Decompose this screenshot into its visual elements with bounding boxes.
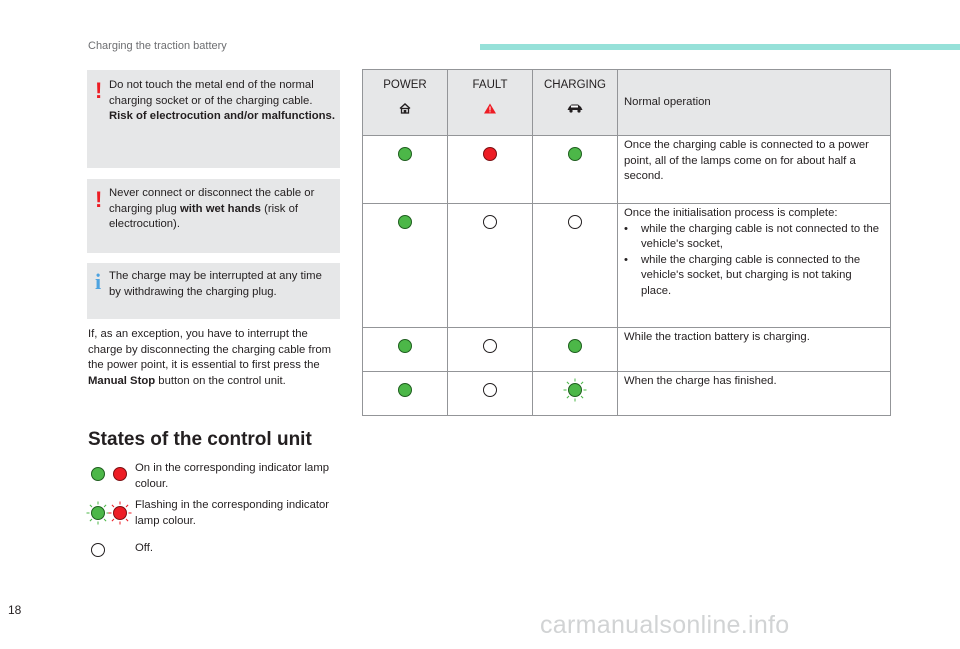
green-lamp-icon (91, 467, 105, 481)
normal-operation-label: Normal operation (624, 96, 711, 108)
table-row (363, 204, 891, 328)
green-flashing-lamp-icon (86, 501, 110, 525)
paragraph-text-end: button on the control unit. (158, 374, 286, 387)
header-fault (448, 70, 533, 136)
table-row (363, 136, 891, 204)
bullet-text: while the charging cable is connected to the vehicle's socket, but charging is not taking place. (641, 253, 861, 297)
manual-stop-label: Manual Stop (88, 374, 156, 387)
fault-lamp-off (483, 215, 497, 229)
info-note-interrupt (87, 263, 340, 319)
header-power (363, 70, 448, 136)
legend-on-text: On in the corresponding indicator lamp colour. (135, 462, 330, 490)
power-label: POWER (383, 79, 427, 91)
fault-lamp-off (483, 339, 497, 353)
watermark: carmanualsonline.info (540, 611, 790, 639)
row-description: When the charge has finished. (624, 375, 777, 387)
header-description (618, 70, 891, 136)
row-bullet-list (624, 222, 884, 300)
running-header: Charging the traction battery (88, 40, 227, 52)
warning-note-wet-hands (87, 179, 340, 253)
info-icon: i (95, 269, 102, 294)
manual-stop-paragraph (88, 327, 338, 389)
charging-lamp-off (568, 215, 582, 229)
section-title: States of the control unit (88, 429, 312, 450)
car-icon (566, 103, 584, 114)
note-text-end: (risk of electrocution). (109, 202, 298, 230)
control-unit-states-table (362, 69, 891, 416)
power-lamp-green (398, 147, 412, 161)
power-lamp-green (398, 339, 412, 353)
warning-triangle-icon (484, 103, 497, 114)
legend-flashing-text: Flashing in the corresponding indicator lamp colour. (135, 499, 330, 527)
off-lamp-icon (91, 543, 105, 557)
note-text: Never connect or disconnect the cable or charging plug (109, 187, 315, 215)
table-row (363, 372, 891, 416)
warning-exclamation-icon: ! (95, 187, 103, 212)
table-header-row (363, 70, 891, 136)
row-description (618, 204, 890, 299)
page-number: 18 (8, 603, 22, 617)
red-flashing-lamp-icon (108, 501, 132, 525)
note-bold-text: Risk of electrocution and/or malfunctions. (109, 110, 335, 122)
charging-label: CHARGING (544, 79, 606, 91)
note-text: Do not touch the metal end of the normal charging socket or of the charging cable. (109, 79, 314, 107)
fault-lamp-off (483, 383, 497, 397)
note-bold-text: with wet hands (179, 202, 261, 215)
row-description: While the traction battery is charging. (624, 331, 810, 343)
table-row (363, 328, 891, 372)
bullet-text: while the charging cable is not connected to the vehicle's socket, (641, 222, 880, 250)
warning-note-touch (87, 70, 340, 168)
charging-lamp-green (568, 147, 582, 161)
header-accent-bar (480, 44, 960, 50)
charging-lamp-green-flashing-icon (563, 378, 587, 402)
legend-off-text: Off. (135, 542, 153, 554)
header-charging (533, 70, 618, 136)
power-lamp-green (398, 215, 412, 229)
note-text: The charge may be interrupted at any time by withdrawing the charging plug. (109, 270, 322, 298)
charging-lamp-green (568, 339, 582, 353)
fault-lamp-red (483, 147, 497, 161)
house-icon (399, 103, 411, 114)
row-description-intro: Once the initialisation process is complete: (624, 207, 838, 219)
warning-exclamation-icon: ! (95, 78, 103, 103)
red-lamp-icon (113, 467, 127, 481)
power-lamp-green (398, 383, 412, 397)
list-item: • while the charging cable is connected to the vehicle's socket, but charging is not taking place. (624, 253, 861, 297)
paragraph-text: If, as an exception, you have to interrupt the charge by disconnecting the charging cable from the power point, it is essential to first press the (88, 328, 332, 371)
row-description: Once the charging cable is connected to a power point, all of the lamps come on for about half a second. (624, 139, 869, 182)
fault-label: FAULT (472, 79, 508, 91)
list-item: • while the charging cable is not connected to the vehicle's socket, (624, 222, 880, 250)
